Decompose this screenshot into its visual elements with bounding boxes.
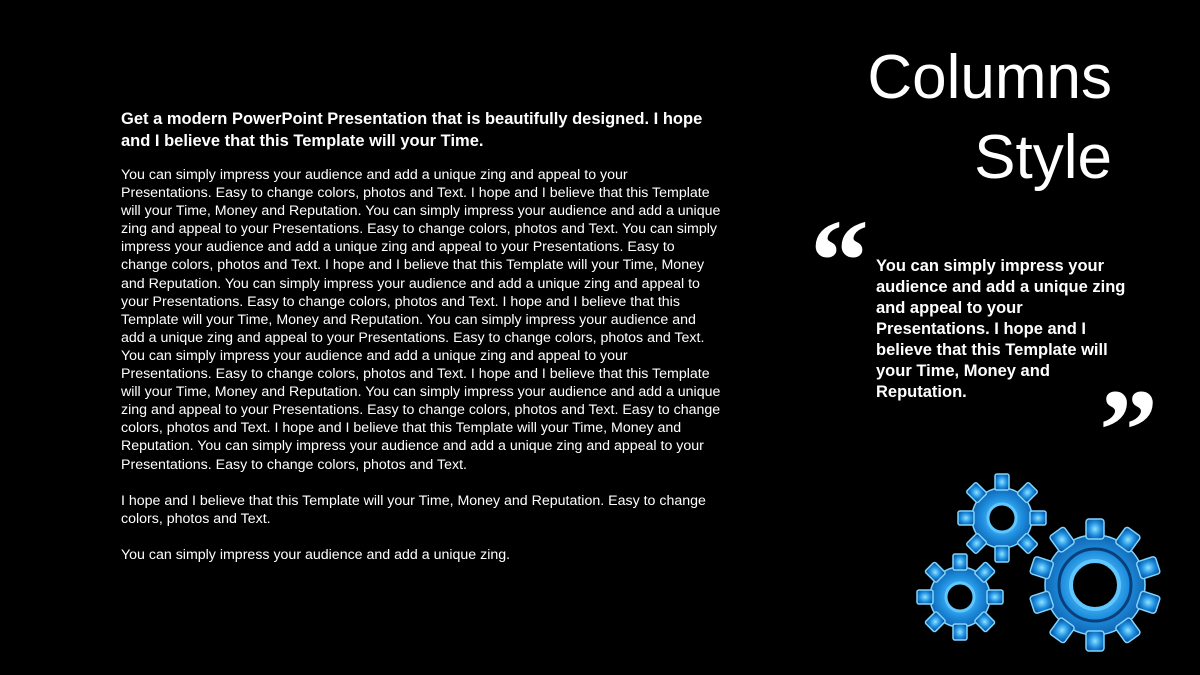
gear-large-icon — [1029, 519, 1160, 651]
body-paragraph-2: I hope and I believe that this Template will your Time, Money and Reputation. Easy to change colors, photos and Text. — [121, 492, 706, 527]
lead-text: Get a modern PowerPoint Presentation that is beautifully designed. I hope and I believe that this Template will your Time. — [121, 110, 703, 150]
gear-small-top-icon — [958, 474, 1046, 562]
close-quote-icon: ” — [1099, 365, 1158, 496]
slide-title — [867, 38, 1112, 198]
body-paragraph-3: You can simply impress your audience and add a unique zing. — [121, 546, 511, 563]
title-line-2: Style — [974, 123, 1112, 192]
quote-text: You can simply impress your audience and add a unique zing and appeal to your Presentations. I hope and I believe that this Template will your Time, Money and Reputation. — [876, 257, 1126, 401]
gear-small-left-icon — [917, 554, 1003, 640]
body-column — [121, 109, 721, 582]
gears-icon — [905, 460, 1175, 660]
open-quote-icon: “ — [810, 195, 869, 326]
body-paragraph-1: You can simply impress your audience and add a unique zing and appeal to your Presentations. Easy to change colors, photos and Text. I hope and I believe that this Template will your Time, Money and Reputation. You can simply impress your audience and add a unique zing and appeal to your Presentations. Easy to change colors, photos and Text. You can simply impress your audience and add a unique zing and appeal to your Presentations. Easy to change colors, photos and Text. I hope and I believe that this Template will your Time, Money and Reputation. You can simply impress your audience and add a unique zing and appeal to your Presentations. Easy to change colors, photos and Text. I hope and I believe that this Template will your Time, Money and Reputation. You can simply impress your audience and add a unique zing and appeal to your Presentations. Easy to change colors, photos and Text. You can simply impress your audience and add a unique zing and appeal to your Presentations. Easy to change colors, photos and Text. I hope and I believe that this Template will your Time, Money and Reputation. You can simply impress your audience and add a unique zing and appeal to your Presentations. Easy to change colors, photos and Text. Easy to change colors, photos and Text. I hope and I believe that this Template will your Time, Money and Reputation. You can simply impress your audience and add a unique zing and appeal to your Presentations. Easy to change colors, photos and Text. — [121, 167, 721, 473]
title-line-1: Columns — [867, 43, 1112, 112]
